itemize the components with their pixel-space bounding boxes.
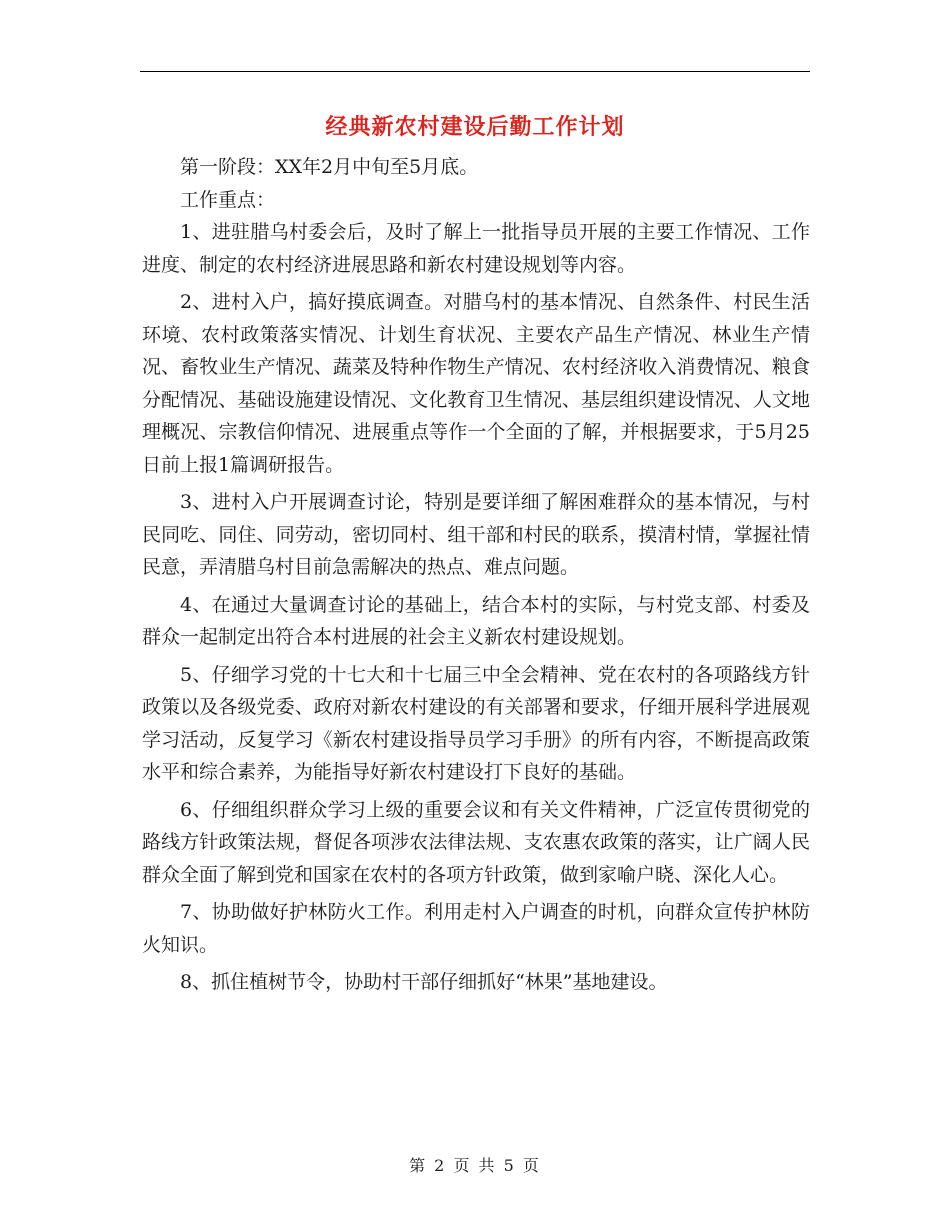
page-number-footer: 第 2 页 共 5 页 [409,1156,541,1175]
list-item-3: 3、进村入户开展调查讨论，特别是要详细了解困难群众的基本情况，与村民同吃、同住、同劳动，密切同村、组干部和村民的联系，摸清村情，掌握社情民意，弄清腊乌村目前急需解决的热点、难点问题。 [142,491,810,578]
stage-line: 第一阶段：XX年2月中旬至5月底。 [180,156,479,178]
document-title: 经典新农村建设后勤工作计划 [325,114,625,140]
document-body [142,151,810,999]
list-item-8: 8、抓住植树节令，协助村干部仔细抓好“林果”基地建设。 [180,971,668,993]
list-item-7: 7、协助做好护林防火工作。利用走村入户调查的时机，向群众宣传护林防火知识。 [142,901,810,956]
header-rule [140,71,810,72]
list-item-1: 1、进驻腊乌村委会后，及时了解上一批指导员开展的主要工作情况、工作进度、制定的农村经济进展思路和新农村建设规划等内容。 [142,221,810,276]
list-item-2: 2、进村入户，搞好摸底调查。对腊乌村的基本情况、自然条件、村民生活环境、农村政策落实情况、计划生育状况、主要农产品生产情况、林业生产情况、畜牧业生产情况、蔬菜及特种作物生产情况、农村经济收入消费情况、粮食分配情况、基础设施建设情况、文化教育卫生情况、基层组织建设情况、人文地理概况、宗教信仰情况、进展重点等作一个全面的了解，并根据要求，于5月25日前上报1篇调研报告。 [142,291,810,476]
focus-heading: 工作重点： [180,188,276,211]
list-item-4: 4、在通过大量调查讨论的基础上，结合本村的实际，与村党支部、村委及群众一起制定出符合本村进展的社会主义新农村建设规划。 [142,593,810,648]
list-item-5: 5、仔细学习党的十七大和十七届三中全会精神、党在农村的各项路线方针政策以及各级党委、政府对新农村建设的有关部署和要求，仔细开展科学进展观学习活动，反复学习《新农村建设指导员学习手册》的所有内容，不断提高政策水平和综合素养，为能指导好新农村建设打下良好的基础。 [142,663,810,783]
list-item-6: 6、仔细组织群众学习上级的重要会议和有关文件精神，广泛宣传贯彻党的路线方针政策法规，督促各项涉农法律法规、支农惠农政策的落实，让广阔人民群众全面了解到党和国家在农村的各项方针政策，做到家喻户晓、深化人心。 [142,798,810,886]
